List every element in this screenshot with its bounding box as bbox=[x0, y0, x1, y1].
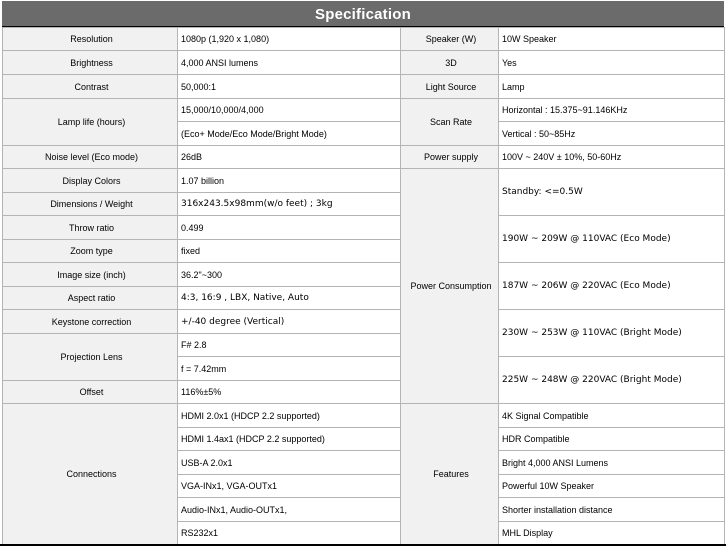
value-feature: Shorter installation distance bbox=[499, 498, 725, 522]
value-feature: HDR Compatible bbox=[499, 428, 725, 451]
label-projection-lens: Projection Lens bbox=[3, 334, 178, 381]
value-scan-rate-vertical: Vertical : 50~85Hz bbox=[499, 122, 725, 146]
table-row bbox=[3, 310, 725, 334]
value-keystone-correction: +/-40 degree (Vertical) bbox=[178, 310, 401, 334]
label-throw-ratio: Throw ratio bbox=[3, 216, 178, 240]
value-feature: MHL Display bbox=[499, 522, 725, 545]
label-light-source: Light Source bbox=[401, 75, 499, 99]
spec-title: Specification bbox=[2, 1, 724, 26]
label-brightness: Brightness bbox=[3, 51, 178, 75]
label-contrast: Contrast bbox=[3, 75, 178, 99]
spec-table bbox=[2, 27, 725, 545]
value-3d: Yes bbox=[499, 51, 725, 75]
label-dimensions-weight: Dimensions / Weight bbox=[3, 193, 178, 216]
table-row bbox=[3, 146, 725, 169]
label-aspect-ratio: Aspect ratio bbox=[3, 287, 178, 310]
value-offset: 116%±5% bbox=[178, 381, 401, 404]
label-keystone-correction: Keystone correction bbox=[3, 310, 178, 334]
value-display-colors: 1.07 billion bbox=[178, 169, 401, 193]
value-connection: HDMI 2.0x1 (HDCP 2.2 supported) bbox=[178, 404, 401, 428]
value-dimensions-weight: 316x243.5x98mm(w/o feet) ; 3kg bbox=[178, 193, 401, 216]
value-power-supply: 100V ~ 240V ± 10%, 50-60Hz bbox=[499, 146, 725, 169]
table-row bbox=[3, 404, 725, 428]
value-projection-lens-focal: f = 7.42mm bbox=[178, 357, 401, 381]
value-aspect-ratio: 4:3, 16:9 , LBX, Native, Auto bbox=[178, 287, 401, 310]
label-offset: Offset bbox=[3, 381, 178, 404]
value-power-bright-220: 225W ~ 248W @ 220VAC (Bright Mode) bbox=[499, 357, 725, 404]
table-row bbox=[3, 169, 725, 193]
value-connection: Audio-INx1, Audio-OUTx1, bbox=[178, 498, 401, 522]
value-power-eco-220: 187W ~ 206W @ 220VAC (Eco Mode) bbox=[499, 263, 725, 310]
label-speaker: Speaker (W) bbox=[401, 28, 499, 51]
table-row bbox=[3, 263, 725, 287]
label-zoom-type: Zoom type bbox=[3, 240, 178, 263]
value-feature: Powerful 10W Speaker bbox=[499, 475, 725, 498]
value-resolution: 1080p (1,920 x 1,080) bbox=[178, 28, 401, 51]
table-row bbox=[3, 216, 725, 240]
value-noise-level: 26dB bbox=[178, 146, 401, 169]
label-scan-rate: Scan Rate bbox=[401, 99, 499, 146]
value-power-eco-110: 190W ~ 209W @ 110VAC (Eco Mode) bbox=[499, 216, 725, 263]
value-feature: Bright 4,000 ANSI Lumens bbox=[499, 451, 725, 475]
value-lamp-life-modes: (Eco+ Mode/Eco Mode/Bright Mode) bbox=[178, 122, 401, 146]
label-display-colors: Display Colors bbox=[3, 169, 178, 193]
value-connection: HDMI 1.4ax1 (HDCP 2.2 supported) bbox=[178, 428, 401, 451]
value-lamp-life-hours: 15,000/10,000/4,000 bbox=[178, 99, 401, 122]
label-image-size: Image size (inch) bbox=[3, 263, 178, 287]
label-power-consumption: Power Consumption bbox=[401, 169, 499, 404]
label-features: Features bbox=[401, 404, 499, 545]
value-contrast: 50,000:1 bbox=[178, 75, 401, 99]
label-connections: Connections bbox=[3, 404, 178, 545]
value-power-bright-110: 230W ~ 253W @ 110VAC (Bright Mode) bbox=[499, 310, 725, 357]
value-power-standby: Standby: <=0.5W bbox=[499, 169, 725, 216]
value-zoom-type: fixed bbox=[178, 240, 401, 263]
value-speaker: 10W Speaker bbox=[499, 28, 725, 51]
value-image-size: 36.2"~300 bbox=[178, 263, 401, 287]
value-throw-ratio: 0.499 bbox=[178, 216, 401, 240]
value-brightness: 4,000 ANSI lumens bbox=[178, 51, 401, 75]
value-connection: VGA-INx1, VGA-OUTx1 bbox=[178, 475, 401, 498]
label-power-supply: Power supply bbox=[401, 146, 499, 169]
label-3d: 3D bbox=[401, 51, 499, 75]
table-row bbox=[3, 51, 725, 75]
table-row bbox=[3, 75, 725, 99]
value-scan-rate-horizontal: Horizontal : 15.375~91.146KHz bbox=[499, 99, 725, 122]
table-row bbox=[3, 28, 725, 51]
label-lamp-life: Lamp life (hours) bbox=[3, 99, 178, 146]
value-feature: 4K Signal Compatible bbox=[499, 404, 725, 428]
label-noise-level: Noise level (Eco mode) bbox=[3, 146, 178, 169]
table-row bbox=[3, 99, 725, 122]
value-light-source: Lamp bbox=[499, 75, 725, 99]
value-projection-lens-aperture: F# 2.8 bbox=[178, 334, 401, 357]
value-connection: RS232x1 bbox=[178, 522, 401, 545]
value-connection: USB-A 2.0x1 bbox=[178, 451, 401, 475]
label-resolution: Resolution bbox=[3, 28, 178, 51]
